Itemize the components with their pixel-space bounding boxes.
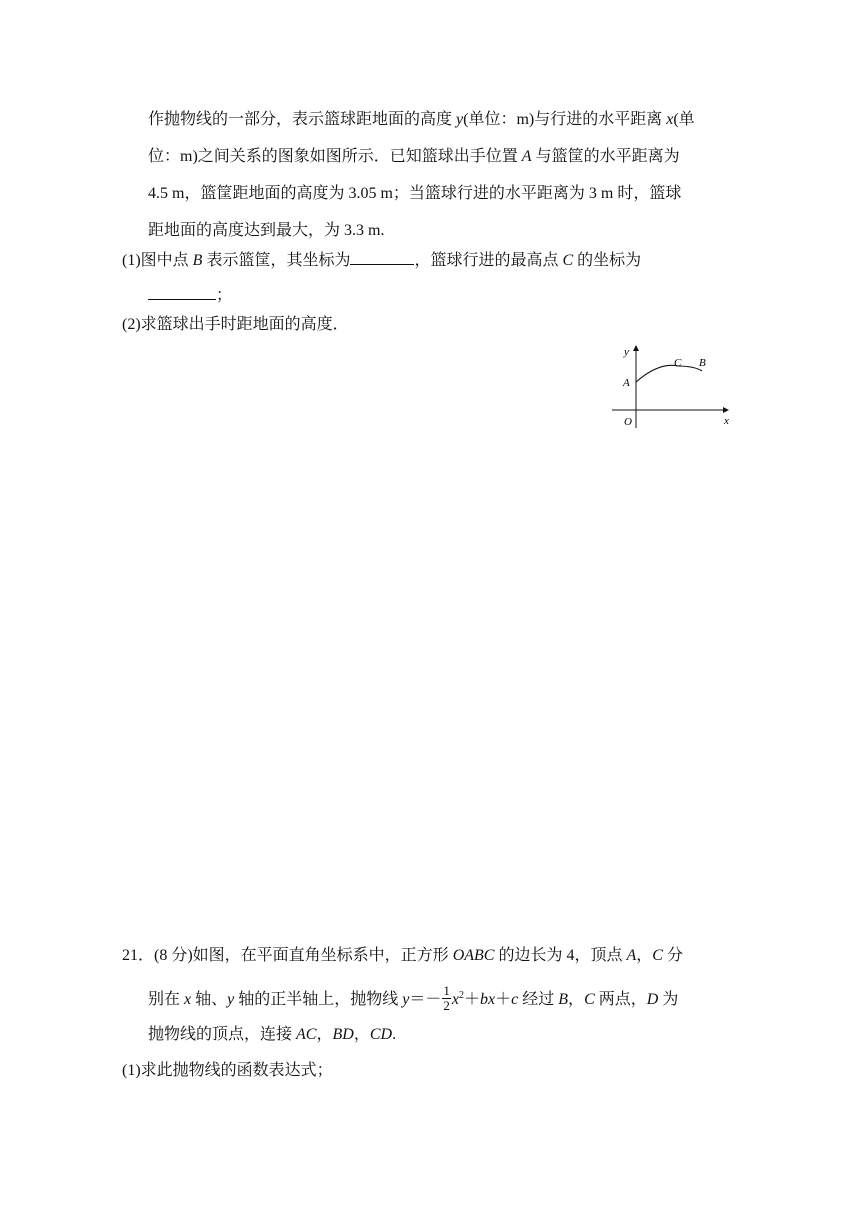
text: ， (636, 947, 653, 964)
text: ， (353, 1026, 370, 1043)
var-cd: CD (369, 1026, 393, 1043)
text: 别在 (148, 991, 185, 1009)
text: ， (316, 1026, 333, 1043)
problem-number: 21． (122, 947, 155, 964)
var-oabc: OABC (452, 947, 495, 964)
var-c: C (652, 947, 663, 964)
text: ； (216, 287, 233, 304)
problem21-line3 (148, 1025, 396, 1045)
text: 分 (662, 947, 683, 964)
text: 表示篮筐，其坐标为 (202, 252, 351, 269)
text: ， (568, 991, 585, 1009)
eq-c: c (511, 991, 519, 1009)
fraction-one-half (442, 984, 451, 1013)
text: (1)求此抛物线的函数表达式； (122, 1062, 333, 1079)
text: 的边长为 4，顶点 (494, 947, 627, 964)
point-b-label: B (699, 357, 706, 369)
var-a: A (626, 947, 637, 964)
answer-blank-c[interactable] (148, 283, 216, 300)
fraction-numerator: 1 (443, 983, 450, 998)
text: 为 (658, 991, 679, 1009)
text: ，篮球行进的最高点 (414, 252, 563, 269)
problem21-line1 (122, 946, 683, 966)
var-y: y (227, 991, 235, 1009)
var-y: y (456, 111, 464, 128)
problem20-line2 (148, 147, 680, 167)
var-ac: AC (296, 1026, 317, 1043)
var-c: C (562, 252, 574, 269)
origin-label: O (624, 416, 632, 428)
text: 位：m)之间关系的图象如图所示．已知篮球出手位置 (148, 148, 522, 165)
eq-bx: bx (480, 991, 496, 1009)
text: 轴的正半轴上，抛物线 (234, 991, 403, 1009)
text: 轴、 (191, 991, 228, 1009)
fraction-denominator: 2 (443, 998, 450, 1013)
text: ＋ (495, 991, 512, 1009)
text: 作抛物线的一部分，表示篮球距地面的高度 (148, 111, 457, 128)
var-b: B (558, 991, 569, 1009)
var-d: D (646, 991, 659, 1009)
var-b: B (192, 252, 203, 269)
var-c: C (584, 991, 595, 1009)
text: ＋ (464, 991, 481, 1009)
text: (单位：m)与行进的水平距离 (463, 111, 667, 128)
text: 4.5 m，篮筐距地面的高度为 3.05 m；当篮球行进的水平距离为 3 m 时，篮球 (148, 185, 682, 202)
text: (1)图中点 (122, 252, 193, 269)
point-c-label: C (674, 357, 682, 369)
problem20-line3 (148, 184, 681, 204)
text: (单 (673, 111, 695, 128)
problem20-question2 (122, 315, 349, 335)
text: 经过 (518, 991, 559, 1009)
parabola-figure (612, 340, 736, 432)
text: (8 分)如图，在平面直角坐标系中，正方形 (154, 947, 453, 964)
answer-blank-b[interactable] (350, 248, 414, 265)
y-axis-label: y (624, 346, 629, 358)
problem20-question1-cont (148, 283, 232, 306)
problem21-question1 (122, 1061, 333, 1081)
parabola-curve (636, 365, 702, 382)
text: . (392, 1026, 397, 1043)
text: 与篮筐的水平距离为 (531, 148, 680, 165)
var-bd: BD (332, 1026, 354, 1043)
var-a: A (521, 148, 532, 165)
text: 距地面的高度达到最大，为 3.3 m. (148, 222, 385, 239)
problem21-line2 (148, 983, 679, 1015)
x-axis-label: x (724, 415, 729, 427)
text: 两点， (594, 991, 647, 1009)
text: ＝－ (409, 991, 442, 1009)
text: 的坐标为 (573, 252, 642, 269)
eq-y: y (402, 991, 410, 1009)
var-x: x (666, 111, 674, 128)
problem20-question1 (122, 248, 641, 271)
text: (2)求篮球出手时距地面的高度． (122, 316, 349, 333)
problem20-line4 (148, 221, 384, 241)
eq-x: x (451, 991, 459, 1009)
var-x: x (184, 991, 192, 1009)
text: 抛物线的顶点，连接 (148, 1026, 297, 1043)
exponent: 2 (459, 989, 464, 1001)
point-a-label: A (623, 377, 630, 389)
problem20-line1 (148, 110, 695, 130)
